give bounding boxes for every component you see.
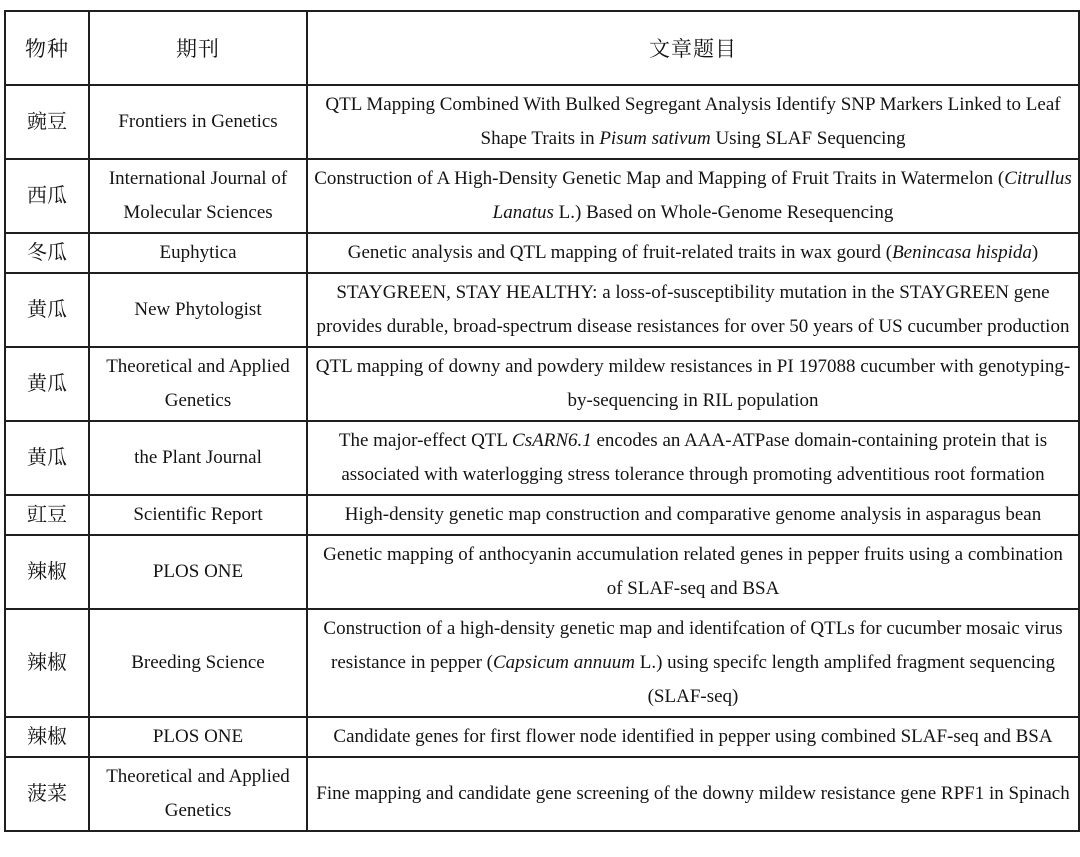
journal-cell: PLOS ONE <box>89 535 307 609</box>
title-cell <box>307 757 1079 831</box>
title-segment: ) <box>1031 242 1039 263</box>
title-segment: Genetic analysis and QTL mapping of fruit-related traits in wax gourd ( <box>347 242 893 263</box>
table-row <box>5 757 1079 831</box>
title-segment: encodes an AAA-ATPase domain-containing protein that is associated with waterlogging stress tolerance through promoting adventitious root formation <box>341 430 1048 485</box>
journal-cell: Frontiers in Genetics <box>89 85 307 159</box>
species-cell: 辣椒 <box>5 609 89 717</box>
title-segment-italic: Benincasa hispida <box>892 242 1032 263</box>
title-cell <box>307 85 1079 159</box>
title-cell <box>307 273 1079 347</box>
species-cell: 辣椒 <box>5 717 89 757</box>
table-body <box>5 85 1079 831</box>
species-cell: 豇豆 <box>5 495 89 535</box>
journal-cell: Theoretical and Applied Genetics <box>89 347 307 421</box>
table-row <box>5 85 1079 159</box>
journal-cell: Breeding Science <box>89 609 307 717</box>
species-cell: 辣椒 <box>5 535 89 609</box>
header-journal: 期刊 <box>89 11 307 85</box>
species-cell: 黄瓜 <box>5 347 89 421</box>
species-cell: 黄瓜 <box>5 273 89 347</box>
title-segment: Construction of A High-Density Genetic Map and Mapping of Fruit Traits in Watermelon ( <box>314 168 1005 189</box>
title-cell <box>307 495 1079 535</box>
table-row <box>5 233 1079 273</box>
title-segment: The major-effect QTL <box>338 430 513 451</box>
title-segment: Construction of a high-density genetic map and identifcation of QTLs for cucumber mosaic virus resistance in pepper ( <box>323 618 1063 673</box>
title-cell <box>307 535 1079 609</box>
table-row <box>5 159 1079 233</box>
title-segment-italic: CsARN6.1 <box>512 430 592 451</box>
articles-table <box>4 10 1080 832</box>
title-cell <box>307 233 1079 273</box>
species-cell: 菠菜 <box>5 757 89 831</box>
title-cell <box>307 347 1079 421</box>
table-row <box>5 347 1079 421</box>
table-row <box>5 273 1079 347</box>
title-cell <box>307 421 1079 495</box>
species-cell: 豌豆 <box>5 85 89 159</box>
title-segment: L.) using specifc length amplifed fragment sequencing (SLAF-seq) <box>634 652 1055 707</box>
title-segment-italic: Capsicum annuum <box>493 652 635 673</box>
header-species: 物种 <box>5 11 89 85</box>
title-segment: QTL Mapping Combined With Bulked Segregant Analysis Identify SNP Markers Linked to Leaf Shape Traits in <box>325 94 1061 149</box>
species-cell: 黄瓜 <box>5 421 89 495</box>
species-cell: 冬瓜 <box>5 233 89 273</box>
title-cell <box>307 717 1079 757</box>
journal-cell: New Phytologist <box>89 273 307 347</box>
title-segment: L.) Based on Whole-Genome Resequencing <box>553 202 894 223</box>
table-row <box>5 717 1079 757</box>
table-row <box>5 421 1079 495</box>
table-row <box>5 535 1079 609</box>
table-row <box>5 609 1079 717</box>
title-segment: STAYGREEN, STAY HEALTHY: a loss-of-susceptibility mutation in the STAYGREEN gene provides durable, broad-spectrum disease resistances for over 50 years of US cucumber production <box>316 282 1070 337</box>
title-segment-italic: Pisum sativum <box>599 128 711 149</box>
journal-cell: Euphytica <box>89 233 307 273</box>
journal-cell: the Plant Journal <box>89 421 307 495</box>
title-segment: Fine mapping and candidate gene screening of the downy mildew resistance gene RPF1 in Spinach <box>316 783 1070 804</box>
journal-cell: PLOS ONE <box>89 717 307 757</box>
table-row <box>5 495 1079 535</box>
journal-cell: Scientific Report <box>89 495 307 535</box>
title-segment-italic: Citrullus Lanatus <box>492 168 1072 223</box>
table-header <box>5 11 1079 85</box>
header-title: 文章题目 <box>307 11 1079 85</box>
header-row <box>5 11 1079 85</box>
title-cell <box>307 609 1079 717</box>
title-segment: Genetic mapping of anthocyanin accumulation related genes in pepper fruits using a combination of SLAF-seq and BSA <box>323 544 1063 599</box>
species-cell: 西瓜 <box>5 159 89 233</box>
title-segment: QTL mapping of downy and powdery mildew resistances in PI 197088 cucumber with genotyping-by-sequencing in RIL population <box>315 356 1071 411</box>
title-segment: Candidate genes for first flower node identified in pepper using combined SLAF-seq and BSA <box>333 726 1053 747</box>
title-segment: Using SLAF Sequencing <box>710 128 906 149</box>
journal-cell: International Journal of Molecular Sciences <box>89 159 307 233</box>
title-segment: High-density genetic map construction and comparative genome analysis in asparagus bean <box>344 504 1042 525</box>
title-cell <box>307 159 1079 233</box>
journal-cell: Theoretical and Applied Genetics <box>89 757 307 831</box>
